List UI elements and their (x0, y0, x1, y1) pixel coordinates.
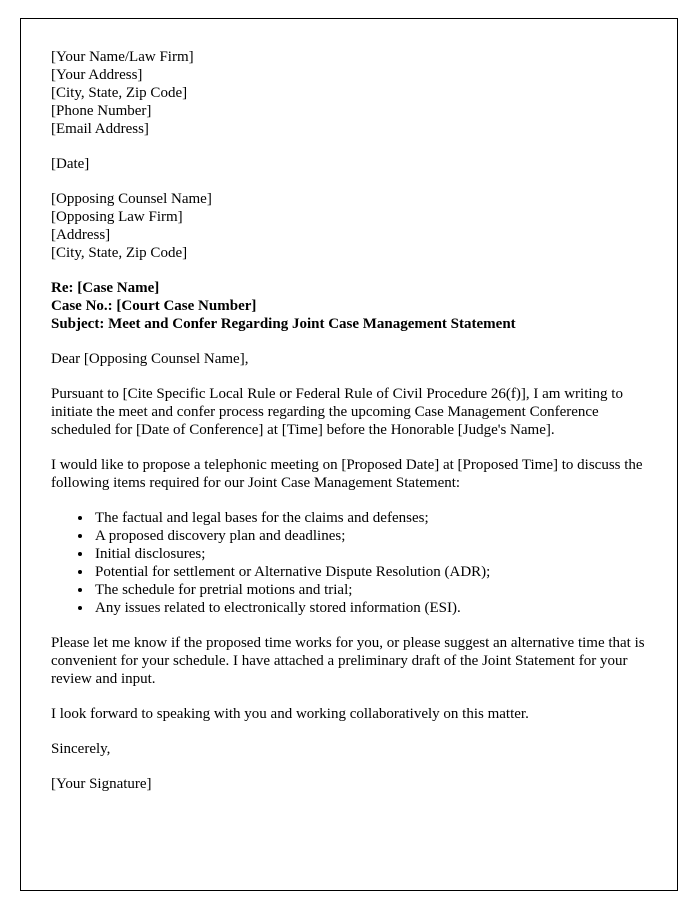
recipient-name-line: [Opposing Counsel Name] (51, 191, 212, 207)
discussion-items-list (51, 509, 647, 617)
signoff: Sincerely, (51, 741, 111, 757)
list-item: • Initial disclosures; (93, 545, 647, 563)
letter-document (20, 18, 678, 891)
sender-address-line: [Your Address] (51, 67, 143, 83)
body-paragraph-4: I look forward to speaking with you and working collaboratively on this matter. (51, 706, 529, 722)
signature-placeholder: [Your Signature] (51, 776, 152, 792)
reference-case-name-line: Re: [Case Name] (51, 280, 160, 296)
sender-phone-line: [Phone Number] (51, 103, 152, 119)
body-paragraph-2: I would like to propose a telephonic meeting on [Proposed Date] at [Proposed Time] to discuss the following items required for our Joint Case Management Statement: (51, 457, 643, 491)
recipient-firm-line: [Opposing Law Firm] (51, 209, 183, 225)
recipient-block (51, 190, 647, 262)
list-item: • The schedule for pretrial motions and trial; (93, 581, 647, 599)
recipient-city-line: [City, State, Zip Code] (51, 245, 188, 261)
recipient-address-line: [Address] (51, 227, 111, 243)
date-line: [Date] (51, 156, 90, 172)
sender-city-line: [City, State, Zip Code] (51, 85, 188, 101)
sender-email-line: [Email Address] (51, 121, 149, 137)
list-item: • Any issues related to electronically stored information (ESI). (93, 599, 647, 617)
sender-name-line: [Your Name/Law Firm] (51, 49, 194, 65)
reference-block (51, 279, 647, 333)
body-paragraph-1: Pursuant to [Cite Specific Local Rule or Federal Rule of Civil Procedure 26(f)], I am writing to initiate the meet and confer process regarding the upcoming Case Management Conference scheduled for [Date of Conference] at [Time] before the Honorable [Judge's Name]. (51, 386, 623, 438)
list-item: • The factual and legal bases for the claims and defenses; (93, 509, 647, 527)
date-block (51, 155, 647, 173)
list-item: • A proposed discovery plan and deadlines; (93, 527, 647, 545)
sender-block (51, 48, 647, 138)
list-item: • Potential for settlement or Alternative Dispute Resolution (ADR); (93, 563, 647, 581)
reference-subject-line: Subject: Meet and Confer Regarding Joint Case Management Statement (51, 316, 516, 332)
salutation: Dear [Opposing Counsel Name], (51, 351, 249, 367)
body-paragraph-3: Please let me know if the proposed time works for you, or please suggest an alternative time that is convenient for your schedule. I have attached a preliminary draft of the Joint Statement for your review and input. (51, 635, 645, 687)
reference-case-number-line: Case No.: [Court Case Number] (51, 298, 257, 314)
